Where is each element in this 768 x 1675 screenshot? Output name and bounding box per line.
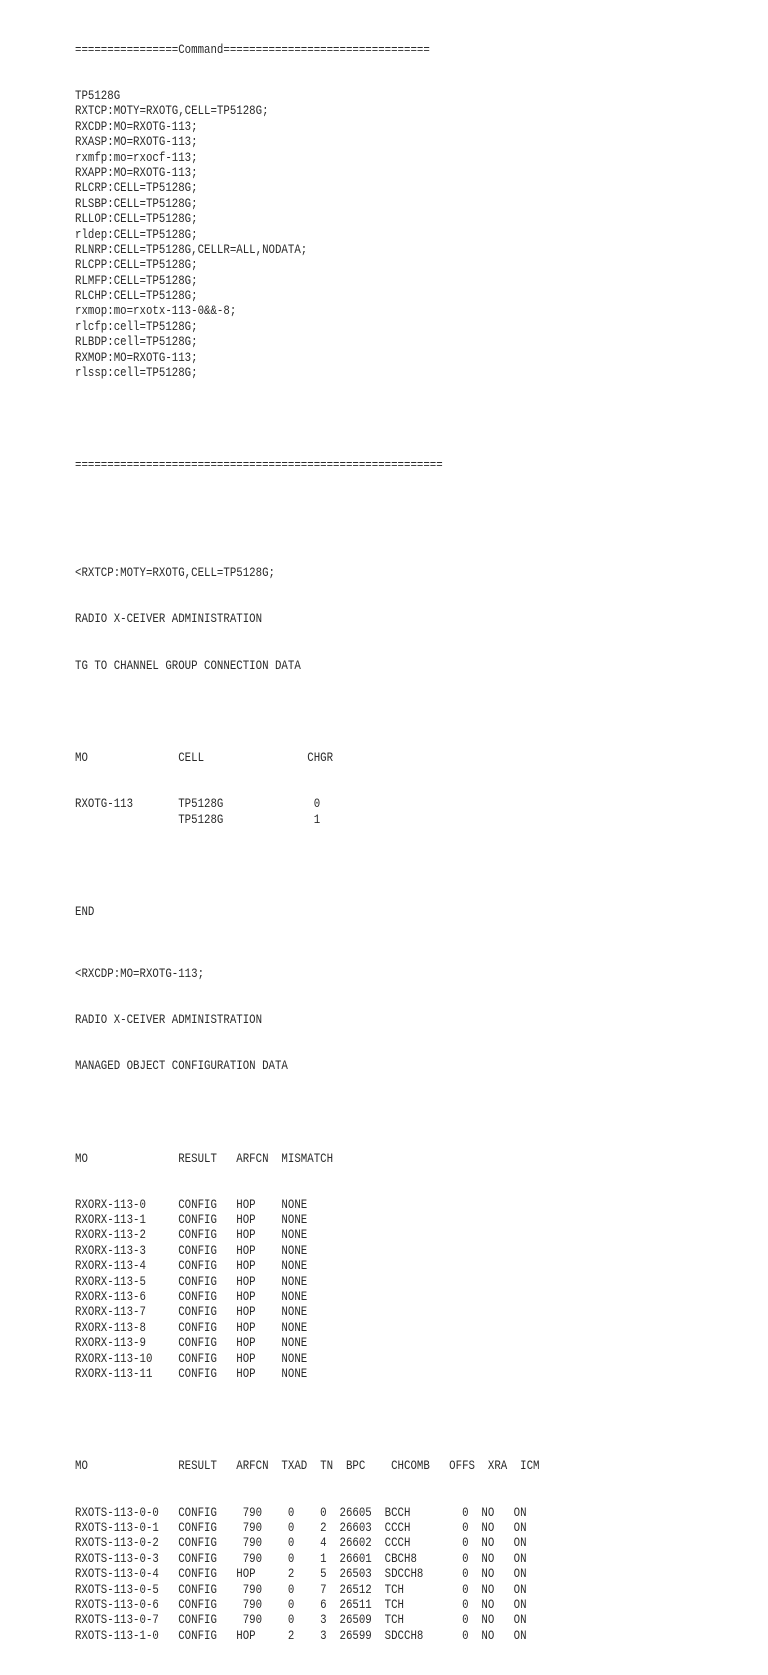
- command-line: RLSBP:CELL=TP5128G;: [75, 196, 198, 211]
- table-row: RXORX-113-0 CONFIG HOP NONE: [75, 1197, 308, 1212]
- table-row: RXORX-113-7 CONFIG HOP NONE: [75, 1305, 308, 1320]
- ts-table-header: MO RESULT ARFCN TXAD TN BPC CHCOMB OFFS XRA ICM: [75, 1459, 540, 1474]
- table-row: RXORX-113-1 CONFIG HOP NONE: [75, 1213, 308, 1228]
- command-line: rlcfp:cell=TP5128G;: [75, 319, 198, 334]
- command-line: RLMFP:CELL=TP5128G;: [75, 273, 198, 288]
- rxtcp-title: RADIO X-CEIVER ADMINISTRATION: [75, 612, 263, 627]
- separator-line: =========================================================: [75, 458, 443, 473]
- command-header: ================Command================================: [75, 42, 430, 57]
- table-row: RXOTS-113-0-1 CONFIG 790 0 2 26603 CCCH 0 NO ON: [75, 1521, 527, 1535]
- table-row: TP5128G 1: [75, 812, 321, 827]
- command-line: RXMOP:MO=RXOTG-113;: [75, 350, 198, 365]
- table-row: RXOTS-113-0-4 CONFIG HOP 2 5 26503 SDCCH8 0 NO ON: [75, 1567, 527, 1582]
- command-list: [75, 89, 671, 381]
- rxcdp-subtitle: MANAGED OBJECT CONFIGURATION DATA: [75, 1059, 288, 1074]
- command-line: TP5128G: [75, 89, 121, 104]
- table-row: RXOTS-113-0-0 CONFIG 790 0 0 26605 BCCH 0 NO ON: [75, 1505, 527, 1520]
- command-line: rlssp:cell=TP5128G;: [75, 366, 198, 381]
- table-row: RXORX-113-9 CONFIG HOP NONE: [75, 1336, 308, 1351]
- rxtcp-table-header: MO CELL CHGR: [75, 751, 334, 766]
- command-line: RXCDP:MO=RXOTG-113;: [75, 119, 198, 134]
- command-line: RLLOP:CELL=TP5128G;: [75, 212, 198, 227]
- rx-table-rows: [75, 1198, 671, 1383]
- command-line: RXAPP:MO=RXOTG-113;: [75, 165, 198, 180]
- ts-table-rows: [75, 1506, 671, 1645]
- table-row: RXORX-113-4 CONFIG HOP NONE: [75, 1259, 308, 1274]
- table-row: RXOTS-113-0-6 CONFIG 790 0 6 26511 TCH 0 NO ON: [75, 1597, 527, 1612]
- command-line: RLNRP:CELL=TP5128G,CELLR=ALL,NODATA;: [75, 242, 308, 257]
- table-row: RXOTS-113-0-7 CONFIG 790 0 3 26509 TCH 0 NO ON: [75, 1613, 527, 1628]
- table-row: RXORX-113-5 CONFIG HOP NONE: [75, 1274, 308, 1289]
- rxcdp-echo: <RXCDP:MO=RXOTG-113;: [75, 966, 205, 981]
- table-row: RXOTS-113-0-5 CONFIG 790 0 7 26512 TCH 0 NO ON: [75, 1582, 527, 1597]
- table-row: RXORX-113-3 CONFIG HOP NONE: [75, 1243, 308, 1258]
- table-row: RXORX-113-11 CONFIG HOP NONE: [75, 1367, 308, 1381]
- command-line: RXASP:MO=RXOTG-113;: [75, 135, 198, 150]
- table-row: RXOTS-113-1-0 CONFIG HOP 2 3 26599 SDCCH8 0 NO ON: [75, 1628, 527, 1643]
- table-row: RXORX-113-10 CONFIG HOP NONE: [75, 1351, 308, 1366]
- table-row: RXOTS-113-0-3 CONFIG 790 0 1 26601 CBCH8 0 NO ON: [75, 1551, 527, 1566]
- command-line: RLCRP:CELL=TP5128G;: [75, 181, 198, 196]
- table-row: RXORX-113-2 CONFIG HOP NONE: [75, 1228, 308, 1243]
- command-line: rldep:CELL=TP5128G;: [75, 227, 198, 242]
- command-line: RLBDP:cell=TP5128G;: [75, 335, 198, 350]
- command-log: [75, 12, 671, 1675]
- command-line: rxmfp:mo=rxocf-113;: [75, 150, 198, 165]
- rx-table-header: MO RESULT ARFCN MISMATCH: [75, 1151, 334, 1166]
- rxtcp-end: END: [75, 905, 95, 920]
- rxtcp-table-rows: [75, 797, 671, 828]
- command-line: rxmop:mo=rxotx-113-0&&-8;: [75, 304, 237, 319]
- command-line: RLCPP:CELL=TP5128G;: [75, 258, 198, 273]
- table-row: RXORX-113-8 CONFIG HOP NONE: [75, 1320, 308, 1335]
- table-row: RXOTS-113-0-2 CONFIG 790 0 4 26602 CCCH 0 NO ON: [75, 1536, 527, 1551]
- command-line: RLCHP:CELL=TP5128G;: [75, 289, 198, 304]
- rxtcp-echo: <RXTCP:MOTY=RXOTG,CELL=TP5128G;: [75, 566, 275, 581]
- table-row: RXOTG-113 TP5128G 0: [75, 797, 321, 812]
- command-line: RXTCP:MOTY=RXOTG,CELL=TP5128G;: [75, 104, 269, 119]
- table-row: RXORX-113-6 CONFIG HOP NONE: [75, 1290, 308, 1305]
- rxcdp-title: RADIO X-CEIVER ADMINISTRATION: [75, 1012, 263, 1027]
- rxtcp-subtitle: TG TO CHANNEL GROUP CONNECTION DATA: [75, 658, 301, 673]
